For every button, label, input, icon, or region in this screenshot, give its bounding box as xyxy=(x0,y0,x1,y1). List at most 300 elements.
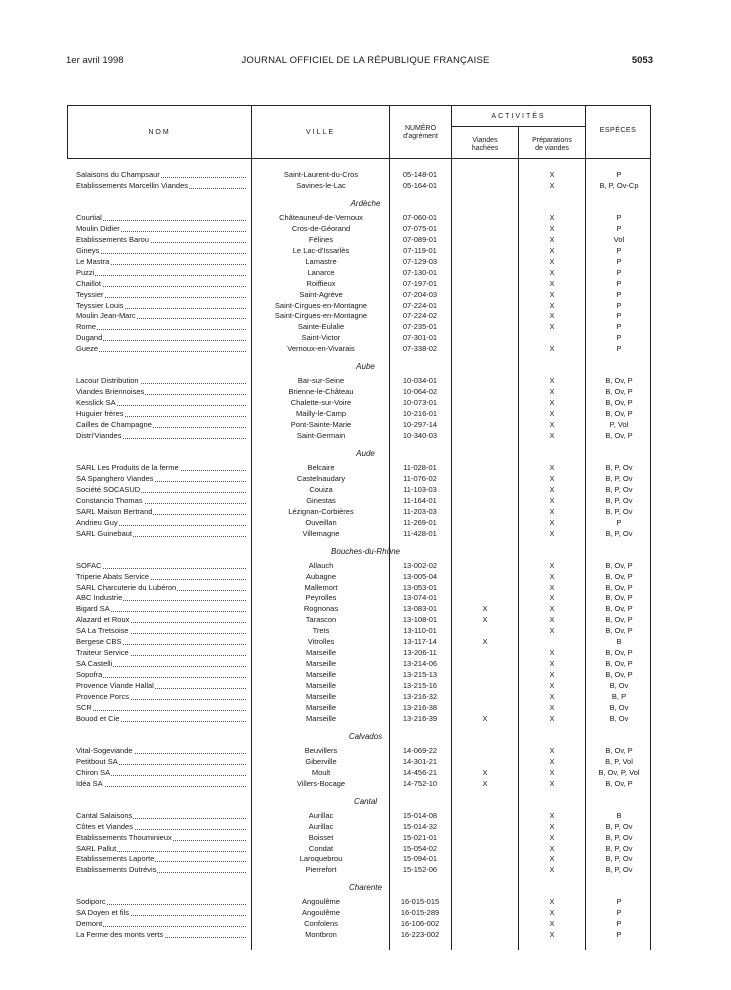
etablissement-name xyxy=(76,625,246,636)
page-number: 5053 xyxy=(631,55,653,66)
viandes-hachees-mark: X xyxy=(482,615,488,625)
etablissement-name-text: Bouod et Cie xyxy=(76,713,120,723)
especes-cell: B, Ov, P xyxy=(605,659,633,669)
preparations-mark: X xyxy=(549,810,555,820)
especes-cell: P xyxy=(616,908,622,918)
ville-cell: Marseille xyxy=(305,681,336,691)
preparations-mark: X xyxy=(549,278,555,288)
etablissement-name-text: Côtes et Viandes xyxy=(76,821,133,831)
etablissement-name-text: Cailles de Champagne xyxy=(76,420,152,430)
numero-agrement: 13-206-11 xyxy=(403,648,437,658)
especes-cell: B, Ov, P xyxy=(605,376,633,386)
especes-cell: B, Ov, P xyxy=(605,431,633,440)
numero-agrement: 07-235-01 xyxy=(402,322,438,332)
table-row xyxy=(0,864,731,875)
ville-cell: Saint-Victor xyxy=(301,333,341,343)
etablissement-name xyxy=(76,778,246,789)
etablissement-name xyxy=(76,929,246,940)
table-row xyxy=(0,212,731,223)
table-row xyxy=(0,289,731,300)
numero-agrement: 13-108-01 xyxy=(402,615,438,625)
especes-cell: P xyxy=(616,919,622,929)
preparations-mark: X xyxy=(549,170,555,179)
etablissement-name xyxy=(76,267,246,278)
numero-agrement: 05-164-01 xyxy=(402,180,438,190)
ville-cell: Tarascon xyxy=(305,615,337,625)
ville-cell: Mallemort xyxy=(304,582,338,592)
table-row xyxy=(0,560,731,571)
etablissement-name-text: Chiron SA xyxy=(76,767,111,777)
viandes-hachees-mark: X xyxy=(482,604,488,614)
viandes-hachees-mark: X xyxy=(482,713,488,723)
preparations-mark: X xyxy=(549,648,555,658)
etablissement-name-text: SARL Charcuterie du Lubéron xyxy=(76,582,177,592)
numero-agrement: 15-094-01 xyxy=(402,854,438,864)
especes-cell: B, Ov xyxy=(609,713,629,723)
col-header-activites: ACTIVITÉS xyxy=(491,113,546,120)
preparations-mark: X xyxy=(549,409,555,419)
especes-cell: P xyxy=(616,223,622,233)
etablissement-name xyxy=(76,169,246,180)
numero-agrement: 14-752-10 xyxy=(402,778,438,788)
departement-heading: Bouches-du-Rhône xyxy=(331,546,400,556)
col-header-viandes-l2: hachées xyxy=(471,145,499,152)
especes-cell: B, P, Ov xyxy=(605,821,633,831)
etablissement-name-text: SARL Maison Bertrand xyxy=(76,506,153,516)
numero-agrement: 13-083-01 xyxy=(402,604,438,614)
especes-cell: B, P, Ov xyxy=(605,528,633,538)
numero-agrement: 16-015-015 xyxy=(400,897,440,907)
etablissement-name-text: Sodiporc xyxy=(76,897,106,907)
especes-cell: B, Ov, P xyxy=(605,409,633,419)
ville-cell: Boisset xyxy=(308,832,334,842)
departement-heading: Charente xyxy=(349,883,382,893)
col-header-viandes-l1: Viandes xyxy=(472,137,498,144)
table-row xyxy=(0,832,731,843)
numero-agrement: 13-005-04 xyxy=(402,571,438,581)
especes-cell: B, P, Ov xyxy=(605,854,633,864)
ville-cell: Confolens xyxy=(304,919,338,929)
ville-cell: Couiza xyxy=(309,484,333,494)
especes-cell: P, Vol xyxy=(609,420,629,430)
col-header-ville: VILLE xyxy=(305,129,336,136)
table-row xyxy=(0,756,731,767)
etablissement-name xyxy=(76,223,246,234)
especes-cell: B, P, Vol xyxy=(605,756,633,766)
numero-agrement: 11-103-03 xyxy=(403,484,437,494)
numero-agrement: 11-428-01 xyxy=(403,528,437,538)
ville-cell: Angoulême xyxy=(302,897,340,907)
especes-cell: P xyxy=(616,344,622,354)
preparations-mark: X xyxy=(549,670,555,680)
etablissement-name xyxy=(76,647,246,658)
col-header-numero-l1: NUMÉRO xyxy=(404,125,437,132)
numero-agrement: 05-148-01 xyxy=(402,170,438,179)
numero-agrement: 10-064-02 xyxy=(402,387,438,397)
numero-agrement: 13-074-01 xyxy=(402,593,438,603)
especes-cell: B, Ov, P xyxy=(605,604,633,614)
departement-heading: Calvados xyxy=(348,731,383,741)
especes-cell: P xyxy=(616,897,622,907)
especes-cell: B, P, Ov xyxy=(605,495,633,505)
preparations-mark: X xyxy=(549,517,555,527)
especes-cell: B, Ov, P xyxy=(605,560,633,570)
ville-cell: Bar-sur-Seine xyxy=(297,376,345,386)
numero-agrement: 07-224-02 xyxy=(402,311,438,321)
etablissement-name xyxy=(76,397,246,408)
numero-agrement: 13-002-02 xyxy=(402,560,438,570)
table-row xyxy=(0,169,731,180)
numero-agrement: 07-338-02 xyxy=(402,344,438,354)
especes-cell: P xyxy=(616,300,622,310)
etablissement-name xyxy=(76,517,246,528)
preparations-mark: X xyxy=(549,528,555,538)
preparations-mark: X xyxy=(549,311,555,321)
etablissement-name xyxy=(76,495,246,506)
especes-cell: B, P, Ov xyxy=(605,462,633,472)
etablissement-name xyxy=(76,691,246,702)
preparations-mark: X xyxy=(549,267,555,277)
etablissement-name-text: Idéa SA xyxy=(76,778,103,788)
table-row xyxy=(0,506,731,517)
table-row xyxy=(0,636,731,647)
preparations-mark: X xyxy=(549,180,555,190)
especes-cell: B, P xyxy=(611,692,627,701)
ville-cell: Castelnaudary xyxy=(296,473,346,483)
ville-cell: Saint-Germain xyxy=(296,431,346,440)
preparations-mark: X xyxy=(549,615,555,625)
etablissement-name xyxy=(76,907,246,918)
ville-cell: Chalette-sur-Voire xyxy=(290,398,352,408)
table-row xyxy=(0,778,731,789)
table-row xyxy=(0,332,731,343)
especes-cell: B, Ov, P xyxy=(605,745,633,755)
table-row xyxy=(0,343,731,354)
etablissement-name-text: SARL Guinebaut xyxy=(76,528,133,538)
etablissement-name-text: Lacour Distribution xyxy=(76,376,139,386)
ville-cell: Marseille xyxy=(305,659,336,669)
table-row xyxy=(0,702,731,713)
ville-cell: Saint-Agrève xyxy=(299,289,343,299)
numero-agrement: 13-216-32 xyxy=(402,692,438,701)
etablissement-name-text: Constancio Thomas xyxy=(76,495,143,505)
table-row xyxy=(0,810,731,821)
etablissement-name xyxy=(76,234,246,245)
preparations-mark: X xyxy=(549,767,555,777)
etablissement-name-text: Dugand xyxy=(76,333,103,343)
etablissement-name xyxy=(76,484,246,495)
preparations-mark: X xyxy=(549,778,555,788)
table-row xyxy=(0,300,731,311)
etablissement-name xyxy=(76,636,246,647)
ville-cell: Angoulême xyxy=(302,908,340,918)
etablissement-name-text: Vital-Sogeviande xyxy=(76,745,133,755)
ville-cell: Saint-Cirgues-en-Montagne xyxy=(274,300,368,310)
ville-cell: Allauch xyxy=(308,560,334,570)
numero-agrement: 16-223-002 xyxy=(400,930,440,940)
etablissement-name-text: Triperie Abats Service xyxy=(76,571,150,581)
etablissement-name xyxy=(76,560,246,571)
ville-cell: Brienne-le-Château xyxy=(288,387,354,397)
ville-cell: Vernoux-en-Vivarais xyxy=(287,344,355,354)
etablissement-name xyxy=(76,713,246,724)
preparations-mark: X xyxy=(549,473,555,483)
preparations-mark: X xyxy=(549,245,555,255)
numero-agrement: 10-297-14 xyxy=(402,420,438,430)
especes-cell: P xyxy=(616,212,622,222)
ville-cell: Marseille xyxy=(305,670,336,680)
table-row xyxy=(0,896,731,907)
table-row xyxy=(0,821,731,832)
etablissement-name-text: Alazard et Roux xyxy=(76,615,130,625)
etablissement-name xyxy=(76,462,246,473)
table-row xyxy=(0,256,731,267)
numero-agrement: 16-106-002 xyxy=(400,919,440,929)
preparations-mark: X xyxy=(549,212,555,222)
etablissement-name-text: Société SOCASUD xyxy=(76,484,141,494)
table-row xyxy=(0,473,731,484)
etablissement-name-text: Gineys xyxy=(76,245,100,255)
ville-cell: Châteauneuf-de-Vernoux xyxy=(279,212,363,222)
ville-cell: Aubagne xyxy=(305,571,337,581)
preparations-mark: X xyxy=(549,930,555,940)
preparations-mark: X xyxy=(549,821,555,831)
etablissement-name-text: La Ferme des monts verts xyxy=(76,930,164,940)
preparations-mark: X xyxy=(549,702,555,712)
table-row xyxy=(0,495,731,506)
especes-cell: B, Ov xyxy=(609,702,629,712)
preparations-mark: X xyxy=(549,344,555,354)
etablissement-name-text: Courtial xyxy=(76,212,102,222)
especes-cell: B xyxy=(616,637,622,647)
especes-cell: B, Ov, P xyxy=(605,593,633,603)
preparations-mark: X xyxy=(549,593,555,603)
etablissement-name xyxy=(76,180,246,191)
ville-cell: Marseille xyxy=(305,713,336,723)
etablissement-name-text: SARL Les Produits de la ferme xyxy=(76,462,179,472)
etablissement-name-text: Moulin Jean-Marc xyxy=(76,311,136,321)
ville-cell: Mailly-le-Camp xyxy=(295,409,346,419)
etablissement-name-text: Provence Viande Hallal xyxy=(76,681,154,691)
numero-agrement: 15-152-06 xyxy=(402,865,438,875)
especes-cell: B, Ov, P, Vol xyxy=(598,767,640,777)
especes-cell: P xyxy=(616,267,622,277)
ville-cell: Saint-Laurent-du-Cros xyxy=(283,170,359,179)
departement-heading: Aube xyxy=(356,362,375,372)
ville-cell: Trets xyxy=(312,626,330,636)
etablissement-name xyxy=(76,310,246,321)
numero-agrement: 15-014-32 xyxy=(402,821,438,831)
table-row xyxy=(0,680,731,691)
numero-agrement: 07-119-01 xyxy=(403,245,437,255)
especes-cell: P xyxy=(616,930,622,940)
table-row xyxy=(0,669,731,680)
preparations-mark: X xyxy=(549,322,555,332)
numero-agrement: 11-269-01 xyxy=(403,517,437,527)
preparations-mark: X xyxy=(549,843,555,853)
numero-agrement: 13-215-16 xyxy=(402,681,438,691)
etablissement-name-text: Distri'Viandes xyxy=(76,431,122,440)
especes-cell: B, Ov, P xyxy=(605,670,633,680)
etablissement-name xyxy=(76,506,246,517)
etablissement-name-text: Huguier frères xyxy=(76,409,124,419)
etablissement-name-text: Etablissements Dutrévis xyxy=(76,865,157,875)
preparations-mark: X xyxy=(549,919,555,929)
etablissement-name-text: Viandes Briennoises xyxy=(76,387,145,397)
table-row xyxy=(0,625,731,636)
etablissement-name-text: Moulin Didier xyxy=(76,223,120,233)
numero-agrement: 07-075-01 xyxy=(402,223,438,233)
especes-cell: B, P, Ov xyxy=(605,473,633,483)
table-row xyxy=(0,517,731,528)
numero-agrement: 11-203-03 xyxy=(403,506,437,516)
ville-cell: Condat xyxy=(308,843,334,853)
ville-cell: Marseille xyxy=(305,702,336,712)
etablissement-name xyxy=(76,408,246,419)
etablissement-name-text: Salaisons du Champsaur xyxy=(76,170,160,179)
etablissement-name-text: SA La Tretsoise xyxy=(76,626,129,636)
especes-cell: P xyxy=(616,278,622,288)
table-row xyxy=(0,592,731,603)
viandes-hachees-mark: X xyxy=(482,637,488,647)
table-row xyxy=(0,603,731,614)
etablissement-name-text: Cantal Salaisons xyxy=(76,810,133,820)
etablissement-name-text: Teyssier xyxy=(76,289,104,299)
etablissement-name-text: SARL Pallut xyxy=(76,843,117,853)
especes-cell: B, P, Ov xyxy=(605,832,633,842)
etablissement-name xyxy=(76,582,246,593)
table-row xyxy=(0,745,731,756)
etablissement-name xyxy=(76,212,246,223)
etablissement-name xyxy=(76,300,246,311)
etablissement-name-text: Traiteur Service xyxy=(76,648,129,658)
etablissement-name-text: SA Spanghero Viandes xyxy=(76,473,154,483)
numero-agrement: 13-215-13 xyxy=(402,670,438,680)
etablissement-name xyxy=(76,256,246,267)
header-date: 1er avril 1998 xyxy=(66,55,124,66)
etablissement-name xyxy=(76,386,246,397)
etablissement-name-text: SCR xyxy=(76,702,92,712)
numero-agrement: 07-089-01 xyxy=(402,234,438,244)
etablissement-name xyxy=(76,571,246,582)
table-row xyxy=(0,267,731,278)
preparations-mark: X xyxy=(549,865,555,875)
preparations-mark: X xyxy=(549,713,555,723)
preparations-mark: X xyxy=(549,854,555,864)
etablissement-name xyxy=(76,278,246,289)
etablissement-name-text: Bergese CBS xyxy=(76,637,122,647)
preparations-mark: X xyxy=(549,300,555,310)
etablissement-name xyxy=(76,343,246,354)
preparations-mark: X xyxy=(549,832,555,842)
preparations-mark: X xyxy=(549,897,555,907)
ville-cell: Roiffieux xyxy=(306,278,336,288)
etablissement-name xyxy=(76,669,246,680)
etablissement-name xyxy=(76,419,246,430)
ville-cell: Marseille xyxy=(305,648,336,658)
especes-cell: P xyxy=(616,170,622,179)
ville-cell: Lézignan-Corbières xyxy=(288,506,354,516)
numero-agrement: 07-224-01 xyxy=(402,300,438,310)
table-row xyxy=(0,853,731,864)
numero-agrement: 11-028-01 xyxy=(403,462,437,472)
ville-cell: Moult xyxy=(311,767,331,777)
ville-cell: Beuvillers xyxy=(304,745,338,755)
preparations-mark: X xyxy=(549,398,555,408)
ville-cell: Giberville xyxy=(305,756,337,766)
preparations-mark: X xyxy=(549,908,555,918)
etablissement-name-text: SA Castelli xyxy=(76,659,113,669)
ville-cell: Rognonas xyxy=(303,604,339,614)
table-row xyxy=(0,647,731,658)
table-row xyxy=(0,691,731,702)
table-row xyxy=(0,582,731,593)
ville-cell: Cros-de-Géorand xyxy=(291,223,351,233)
numero-agrement: 07-204-03 xyxy=(402,289,438,299)
ville-cell: Lanarce xyxy=(307,267,335,277)
ville-cell: Laroquebrou xyxy=(299,854,343,864)
preparations-mark: X xyxy=(549,745,555,755)
especes-cell: P xyxy=(616,245,622,255)
etablissement-name-text: Etablissements Barou xyxy=(76,234,149,244)
numero-agrement: 13-216-39 xyxy=(402,713,438,723)
preparations-mark: X xyxy=(549,420,555,430)
table-row xyxy=(0,658,731,669)
numero-agrement: 16-015-289 xyxy=(400,908,440,918)
ville-cell: Aurillac xyxy=(308,810,334,820)
numero-agrement: 13-110-01 xyxy=(403,626,437,636)
especes-cell: Vol xyxy=(613,234,625,244)
etablissement-name xyxy=(76,843,246,854)
viandes-hachees-mark: X xyxy=(482,778,488,788)
especes-cell: B, Ov xyxy=(609,681,629,691)
preparations-mark: X xyxy=(549,582,555,592)
especes-cell: B, P, Ov xyxy=(605,506,633,516)
header-title: JOURNAL OFFICIEL DE LA RÉPUBLIQUE FRANÇAISE xyxy=(241,55,490,66)
etablissement-name xyxy=(76,810,246,821)
etablissement-name-text: Etablissements Thouminieux xyxy=(76,832,172,842)
numero-agrement: 10-034-01 xyxy=(402,376,438,386)
especes-cell: B, Ov, P xyxy=(605,615,633,625)
etablissement-name xyxy=(76,430,246,441)
ville-cell: Vitrolles xyxy=(307,637,335,647)
etablissement-name xyxy=(76,603,246,614)
numero-agrement: 07-129-03 xyxy=(402,256,438,266)
preparations-mark: X xyxy=(549,223,555,233)
especes-cell: B, P, Ov xyxy=(605,484,633,494)
etablissement-name xyxy=(76,614,246,625)
etablissement-name xyxy=(76,702,246,713)
especes-cell: B, P, Ov-Cp xyxy=(599,180,639,190)
table-row xyxy=(0,223,731,234)
preparations-mark: X xyxy=(549,289,555,299)
especes-cell: B, Ov, P xyxy=(605,571,633,581)
table-row xyxy=(0,408,731,419)
especes-cell: P xyxy=(616,311,622,321)
etablissement-name-text: Sopofra xyxy=(76,670,103,680)
table-row xyxy=(0,419,731,430)
preparations-mark: X xyxy=(549,756,555,766)
col-header-prep-l2: de viandes xyxy=(535,145,569,152)
table-row xyxy=(0,713,731,724)
etablissement-name xyxy=(76,658,246,669)
etablissement-name xyxy=(76,767,246,778)
numero-agrement: 15-054-02 xyxy=(402,843,438,853)
etablissement-name xyxy=(76,375,246,386)
ville-cell: Aurillac xyxy=(308,821,334,831)
especes-cell: B, P, Ov xyxy=(605,865,633,875)
viandes-hachees-mark: X xyxy=(482,767,488,777)
